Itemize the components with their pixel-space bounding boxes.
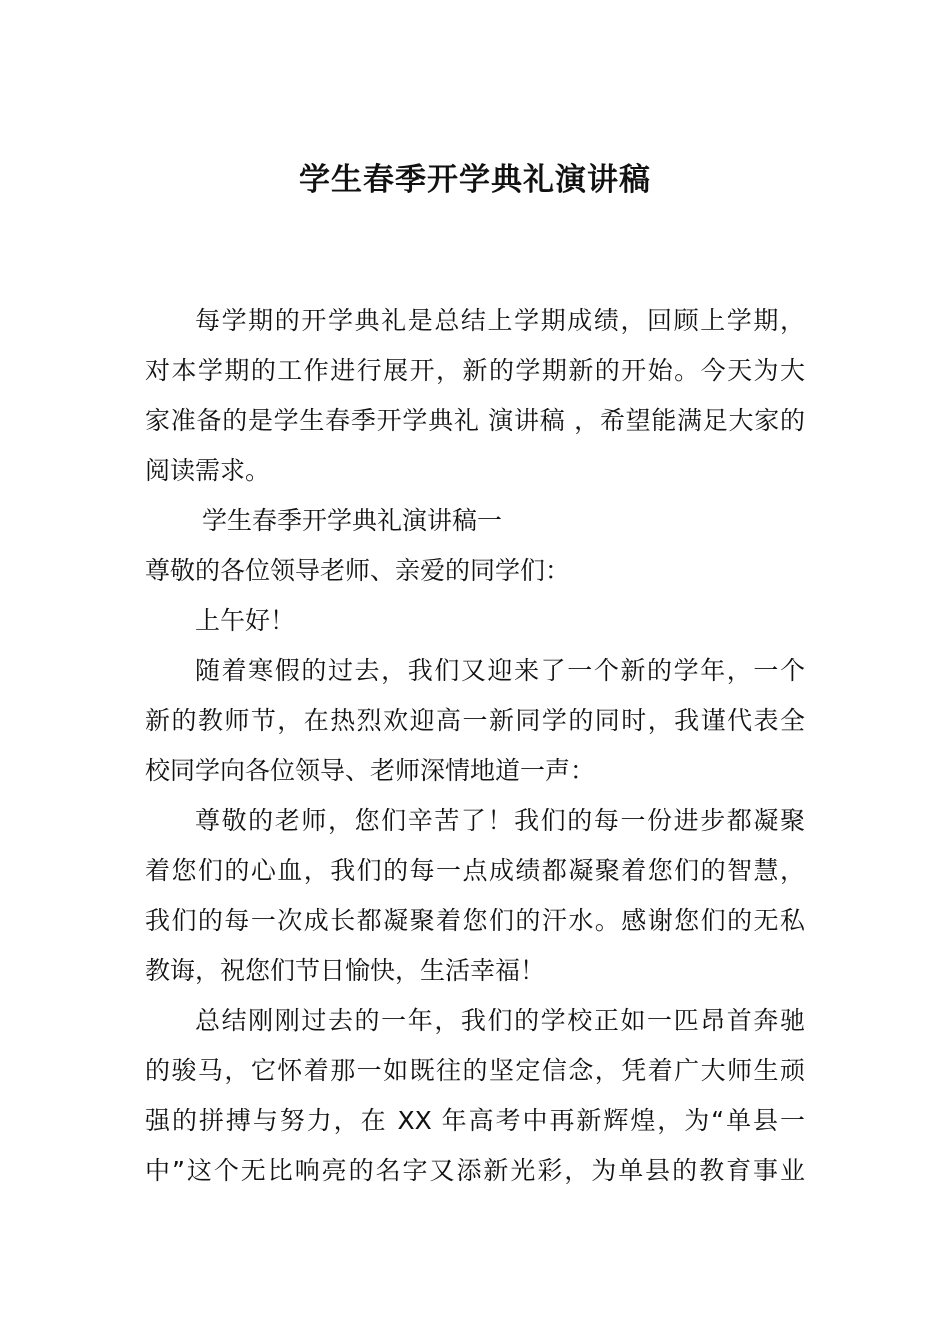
document-body [145,296,805,1196]
paragraph-line: 对本学期的工作进行展开，新的学期新的开始。今天为大 [145,356,805,385]
paragraph-line: 教诲，祝您们节日愉快，生活幸福！ [145,956,546,985]
paragraph-line: 每学期的开学典礼是总结上学期成绩，回顾上学期， [195,306,805,335]
section-heading: 学生春季开学典礼演讲稿一 [202,506,503,535]
paragraph-line: 着您们的心血，我们的每一点成绩都凝聚着您们的智慧， [145,856,805,885]
paragraph-line: 中”这个无比响亮的名字又添新光彩，为单县的教育事业 [145,1156,805,1185]
paragraph-line: 尊敬的老师，您们辛苦了！我们的每一份进步都凝聚 [195,806,805,835]
paragraph-line: 总结刚刚过去的一年，我们的学校正如一匹昂首奔驰 [195,1006,805,1035]
paragraph-line: 家准备的是学生春季开学典礼 演讲稿 ，希望能满足大家的 [145,406,805,435]
paragraph-line: 阅读需求。 [145,456,271,485]
salutation-line: 尊敬的各位领导老师、亲爱的同学们： [145,556,571,585]
greeting-line: 上午好！ [195,606,296,635]
paragraph-line: 的骏马，它怀着那一如既往的坚定信念，凭着广大师生顽 [145,1056,805,1085]
paragraph-line: 校同学向各位领导、老师深情地道一声： [145,756,596,785]
paragraph-line: 随着寒假的过去，我们又迎来了一个新的学年，一个 [195,656,805,685]
paragraph-line: 新的教师节，在热烈欢迎高一新同学的同时，我谨代表全 [145,706,805,735]
document-title: 学生春季开学典礼演讲稿 [299,162,651,198]
paragraph-line: 强的拼搏与努力，在 XX 年高考中再新辉煌，为“单县一 [145,1106,805,1135]
paragraph-line: 我们的每一次成长都凝聚着您们的汗水。感谢您们的无私 [145,906,805,935]
